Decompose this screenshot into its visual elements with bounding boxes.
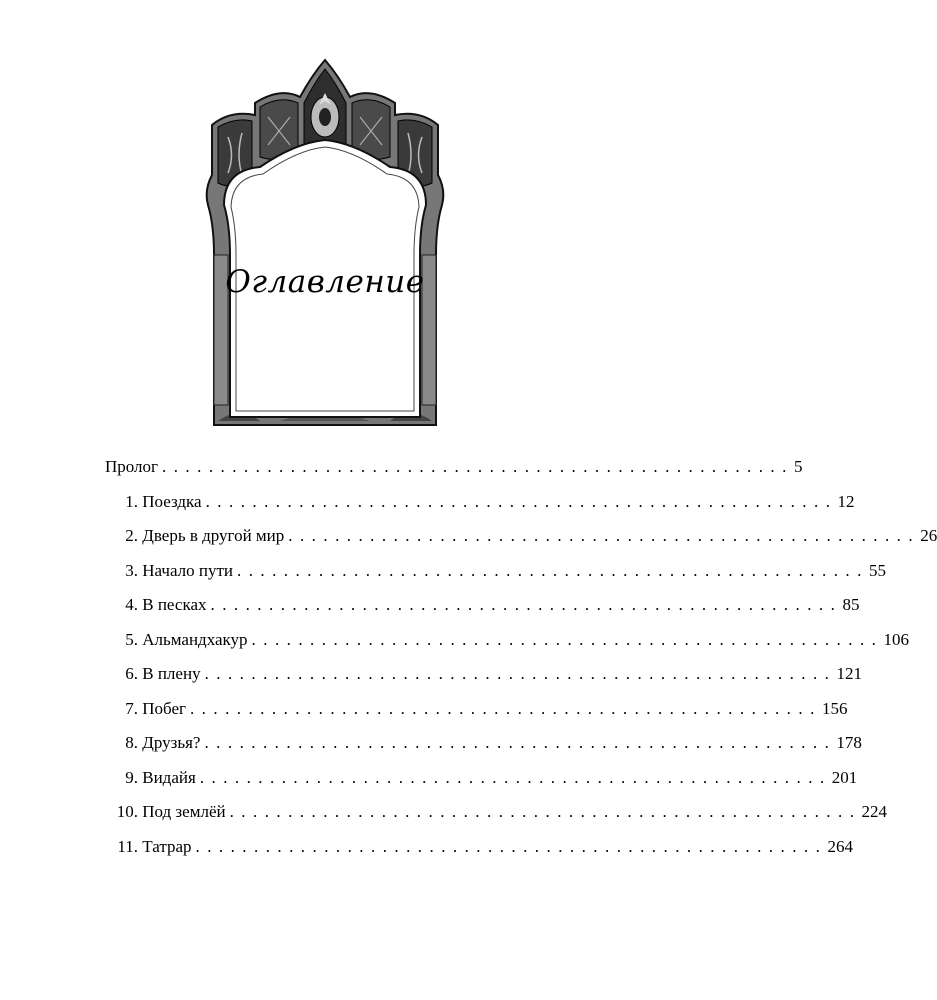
leader-dots: . . . . . . . . . . . . . . . . . . . . . . . . . . . . . . . . . . . . . . . . . . . . . . . . . . . . . . xyxy=(204,664,831,683)
toc-entry-number: 2. xyxy=(125,526,138,545)
toc-entry-number: 4. xyxy=(125,595,138,614)
toc-entry-title: Под землёй xyxy=(142,802,226,821)
toc-entry-number: 5. xyxy=(125,629,138,649)
toc-entry[interactable] xyxy=(105,554,886,589)
toc-entry-page: 121 xyxy=(836,664,863,683)
toc-entry-number: 9. xyxy=(125,767,138,787)
toc-entry-title: Друзья? xyxy=(142,733,201,752)
toc-entry[interactable] xyxy=(105,761,858,796)
toc-entry-page: 201 xyxy=(831,767,858,787)
leader-dots: . . . . . . . . . . . . . . . . . . . . . . . . . . . . . . . . . . . . . . . . . . . . . . . . . . . . . . xyxy=(205,491,832,511)
leader-dots: . . . . . . . . . . . . . . . . . . . . . . . . . . . . . . . . . . . . . . . . . . . . . . . . . . . . . . xyxy=(204,733,831,752)
toc-entry-page: 264 xyxy=(827,836,853,856)
toc-entry[interactable] xyxy=(105,485,855,520)
toc-entry-number: 11. xyxy=(117,836,138,856)
toc-entry[interactable] xyxy=(105,795,888,830)
toc-entry[interactable] xyxy=(105,519,937,554)
toc-entry-number: 10. xyxy=(116,802,138,821)
toc-entry-page: 178 xyxy=(836,733,862,752)
toc-entry-page: 12 xyxy=(837,491,855,511)
table-of-contents xyxy=(105,450,937,864)
leader-dots: . . . . . . . . . . . . . . . . . . . . . . . . . . . . . . . . . . . . . . . . . . . . . . . . . . . . . . xyxy=(237,560,863,580)
toc-entry-number: 6. xyxy=(125,664,138,683)
toc-entry[interactable] xyxy=(105,657,863,692)
toc-entry-page: 224 xyxy=(861,802,888,821)
leader-dots: . . . . . . . . . . . . . . . . . . . . . . . . . . . . . . . . . . . . . . . . . . . . . . . . . . . . . . xyxy=(199,767,826,787)
toc-entry-number: 8. xyxy=(125,733,138,752)
toc-entry-page: 26 xyxy=(920,526,937,545)
toc-entry-title: Поездка xyxy=(142,491,202,511)
toc-entry-title: Дверь в другой мир xyxy=(142,526,285,545)
toc-entry-page: 85 xyxy=(842,595,860,614)
leader-dots: . . . . . . . . . . . . . . . . . . . . . . . . . . . . . . . . . . . . . . . . . . . . . . . . . . . . . . xyxy=(189,698,816,718)
toc-entry-page: 55 xyxy=(868,560,886,580)
toc-entry[interactable] xyxy=(105,830,853,865)
leader-dots: . . . . . . . . . . . . . . . . . . . . . . . . . . . . . . . . . . . . . . . . . . . . . . . . . . . . . . xyxy=(162,457,788,476)
page-title: Оглавление xyxy=(225,264,425,300)
toc-entry-title: Пролог xyxy=(105,457,159,476)
toc-entry-title: Татрар xyxy=(142,836,192,856)
leader-dots: . . . . . . . . . . . . . . . . . . . . . . . . . . . . . . . . . . . . . . . . . . . . . . . . . . . . . . xyxy=(229,802,856,821)
toc-entry-page: 5 xyxy=(793,457,803,476)
toc-entry-title: Видайя xyxy=(142,767,196,787)
leader-dots: . . . . . . . . . . . . . . . . . . . . . . . . . . . . . . . . . . . . . . . . . . . . . . . . . . . . . . xyxy=(288,526,915,545)
toc-entry[interactable] xyxy=(105,692,848,727)
toc-entry-title: Начало пути xyxy=(142,560,233,580)
toc-entry-page: 156 xyxy=(821,698,848,718)
leader-dots: . . . . . . . . . . . . . . . . . . . . . . . . . . . . . . . . . . . . . . . . . . . . . . . . . . . . . . xyxy=(210,595,837,614)
toc-entry[interactable] xyxy=(105,726,862,761)
toc-entry[interactable] xyxy=(105,450,803,485)
leader-dots: . . . . . . . . . . . . . . . . . . . . . . . . . . . . . . . . . . . . . . . . . . . . . . . . . . . . . . xyxy=(195,836,822,856)
leader-dots: . . . . . . . . . . . . . . . . . . . . . . . . . . . . . . . . . . . . . . . . . . . . . . . . . . . . . . xyxy=(251,629,878,649)
toc-entry[interactable] xyxy=(105,623,909,658)
toc-entry-page: 106 xyxy=(883,629,909,649)
toc-entry-title: Побег xyxy=(142,698,186,718)
toc-entry-title: В плену xyxy=(142,664,201,683)
toc-entry[interactable] xyxy=(105,588,860,623)
toc-entry-number: 7. xyxy=(125,698,138,718)
toc-entry-title: Альмандхакур xyxy=(142,629,248,649)
toc-entry-number: 1. xyxy=(125,491,138,511)
toc-entry-number: 3. xyxy=(125,560,138,580)
toc-entry-title: В песках xyxy=(142,595,207,614)
ornamental-arch-frame xyxy=(200,55,450,430)
